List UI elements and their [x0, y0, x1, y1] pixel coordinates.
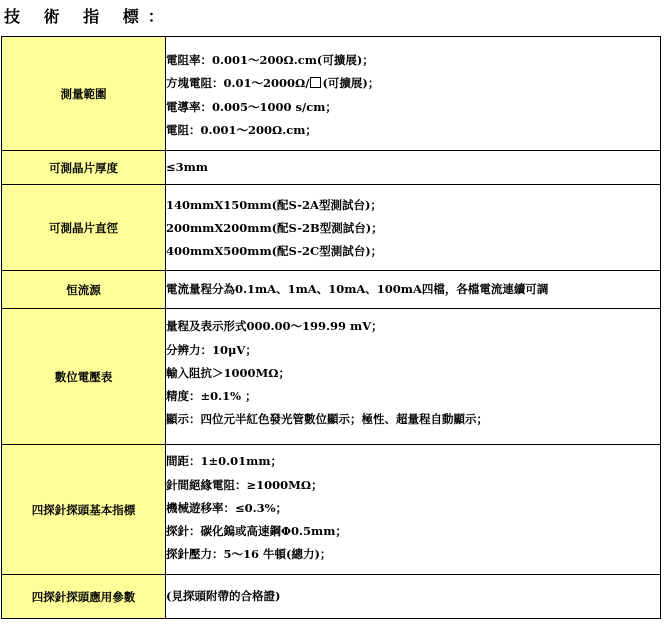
spec-value-line: 探針：碳化鎢或高速鋼Φ0.5mm； — [166, 524, 347, 539]
spec-table-body — [2, 37, 661, 619]
spec-row — [2, 37, 661, 151]
spec-value-line: 電導率：0.005～1000 s/cm； — [166, 99, 337, 114]
spec-label: 四探針探頭應用參數 — [2, 575, 166, 619]
spec-value-line: 電阻：0.001～200Ω.cm； — [166, 122, 317, 137]
spec-row — [2, 151, 661, 185]
spec-value-line: 精度：±0.1% ； — [166, 389, 257, 404]
spec-value-line: 探針壓力：5～16 牛頓(總力)； — [166, 547, 332, 562]
spec-value-text: (可擴展)； — [322, 76, 380, 91]
spec-value-text: 方塊電阻：0.01～2000Ω/ — [166, 76, 310, 91]
spec-value — [166, 309, 661, 445]
spec-value-line: 間距：1±0.01mm； — [166, 454, 282, 469]
spec-value-line: 200mmX200mm(配S-2B型測試台)； — [166, 220, 383, 235]
spec-row — [2, 309, 661, 445]
spec-value — [166, 575, 661, 619]
spec-value-line: ≤3mm — [166, 159, 208, 174]
square-symbol-icon — [310, 77, 321, 88]
spec-row — [2, 445, 661, 575]
spec-label: 可測晶片厚度 — [2, 151, 166, 185]
spec-value — [166, 185, 661, 271]
spec-value-line: 分辨力：10μV； — [166, 342, 257, 357]
spec-value-line: (見探頭附帶的合格證) — [166, 588, 281, 603]
spec-value-line: 電流量程分為0.1mA、1mA、10mA、100mA四檔，各檔電流連續可調 — [166, 281, 549, 296]
spec-row — [2, 185, 661, 271]
spec-value-line: 400mmX500mm(配S-2C型測試台)； — [166, 244, 383, 259]
spec-value-line — [166, 72, 660, 95]
spec-label: 四探針探頭基本指標 — [2, 445, 166, 575]
spec-value-line: 機械遊移率：≤0.3%； — [166, 500, 288, 515]
spec-row — [2, 575, 661, 619]
spec-value — [166, 151, 661, 185]
spec-label: 測量範圍 — [2, 37, 166, 151]
document-title: 技 術 指 標： — [4, 7, 173, 26]
spec-value-line: 輸入阻抗＞1000MΩ； — [166, 365, 290, 380]
spec-value-line: 量程及表示形式000.00～199.99 mV； — [166, 319, 383, 334]
spec-label: 恒流源 — [2, 271, 166, 309]
spec-label: 數位電壓表 — [2, 309, 166, 445]
spec-label: 可測晶片直徑 — [2, 185, 166, 271]
spec-value-line: 電阻率：0.001～200Ω.cm(可擴展)； — [166, 52, 374, 67]
spec-value — [166, 445, 661, 575]
spec-row — [2, 271, 661, 309]
spec-value-line: 顯示：四位元半紅色發光管數位顯示；極性、超量程自動顯示； — [166, 412, 488, 427]
spec-value — [166, 37, 661, 151]
spec-value — [166, 271, 661, 309]
spec-value-line: 針間絕緣電阻：≥1000MΩ； — [166, 477, 323, 492]
spec-value-line: 140mmX150mm(配S-2A型測試台)； — [166, 197, 382, 212]
spec-table — [1, 36, 661, 619]
